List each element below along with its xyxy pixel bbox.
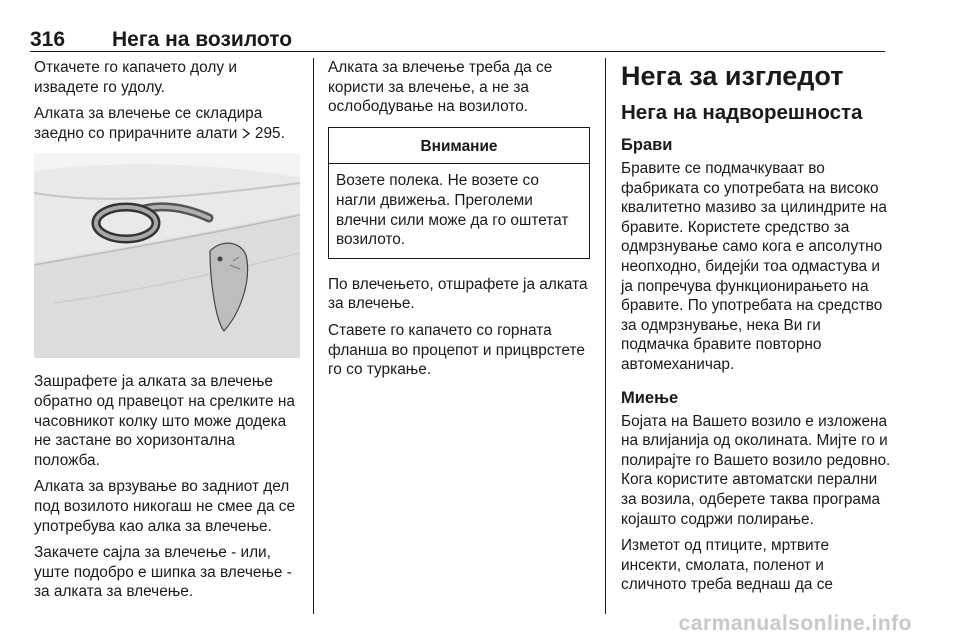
paragraph: Закачете сајла за влечење - или, уште подобро е шипка за влечење - за алката за влечење.	[34, 544, 292, 601]
paragraph-text: Алката за влечење се складира заедно со прирачните алати	[34, 105, 263, 142]
running-title: Нега на возилото	[112, 28, 293, 51]
warning-box	[328, 127, 590, 259]
paragraph: Алката за врзување во задниот дел под возилото никогаш не смее да се употребува као алка за влечење.	[34, 478, 296, 535]
paragraph: Бојата на Вашето возило е изложена на влијанија од околината. Мијте го и полирајте го Вашето возило редовно. Кога користите автоматски перални за возила, одберете таква програма којашто содржи полирање.	[621, 412, 891, 528]
warning-text: Возете полека. Не возете со нагли движења. Преголеми влечни сили може да го оштетат возилото.	[336, 172, 569, 249]
paragraph: Откачете го капачето долу и извадете го удолу.	[34, 59, 237, 96]
column-2	[328, 58, 590, 387]
section-heading: Нега за изгледот	[621, 61, 844, 91]
page-header	[30, 28, 890, 52]
column-3	[621, 58, 891, 602]
topic-heading: Миење	[621, 388, 679, 407]
warning-title: Внимание	[329, 128, 589, 165]
paragraph: Зашрафете ја алката за влечење обратно од правецот на срелките на часовникот колку што може додека не застане во хоризонтална положба.	[34, 373, 295, 469]
page-number: 316	[30, 28, 66, 51]
page-reference: 295.	[254, 124, 285, 142]
paragraph: Алката за влечење треба да се користи за влечење, а не за ослободување на возилото.	[328, 59, 553, 116]
paragraph	[34, 104, 302, 143]
ref-arrow-icon	[242, 125, 251, 142]
column-1	[34, 58, 302, 609]
header-rule	[30, 51, 885, 52]
tow-eye-figure	[34, 153, 300, 358]
paragraph: Бравите се подмачкуваат во фабриката со употребата на високо квалитетно мазиво за цилиндрите на бравите. Користете средство за одмрзнување само кога е апсолутно неопходно, бидејќи тоа одмастува и ја попречува функционирањето на бравите. По употребата на средство за одмрзнување, нека Ви ги подмачка бравите повторно автомеханичар.	[621, 160, 887, 373]
paragraph: Ставете го капачето со горната фланша во процепот и прицврстете го со туркање.	[328, 321, 585, 379]
paragraph: Изметот од птиците, мртвите инсекти, смолата, поленот и сличното треба веднаш да се	[621, 537, 833, 594]
column-divider	[605, 58, 606, 614]
column-divider	[313, 58, 314, 614]
watermark: carmanualsonline.info	[678, 612, 912, 635]
paragraph: По влечењето, отшрафете ја алката за влечење.	[328, 275, 588, 313]
subsection-heading: Нега на надворешноста	[621, 101, 863, 124]
topic-heading: Брави	[621, 136, 673, 154]
